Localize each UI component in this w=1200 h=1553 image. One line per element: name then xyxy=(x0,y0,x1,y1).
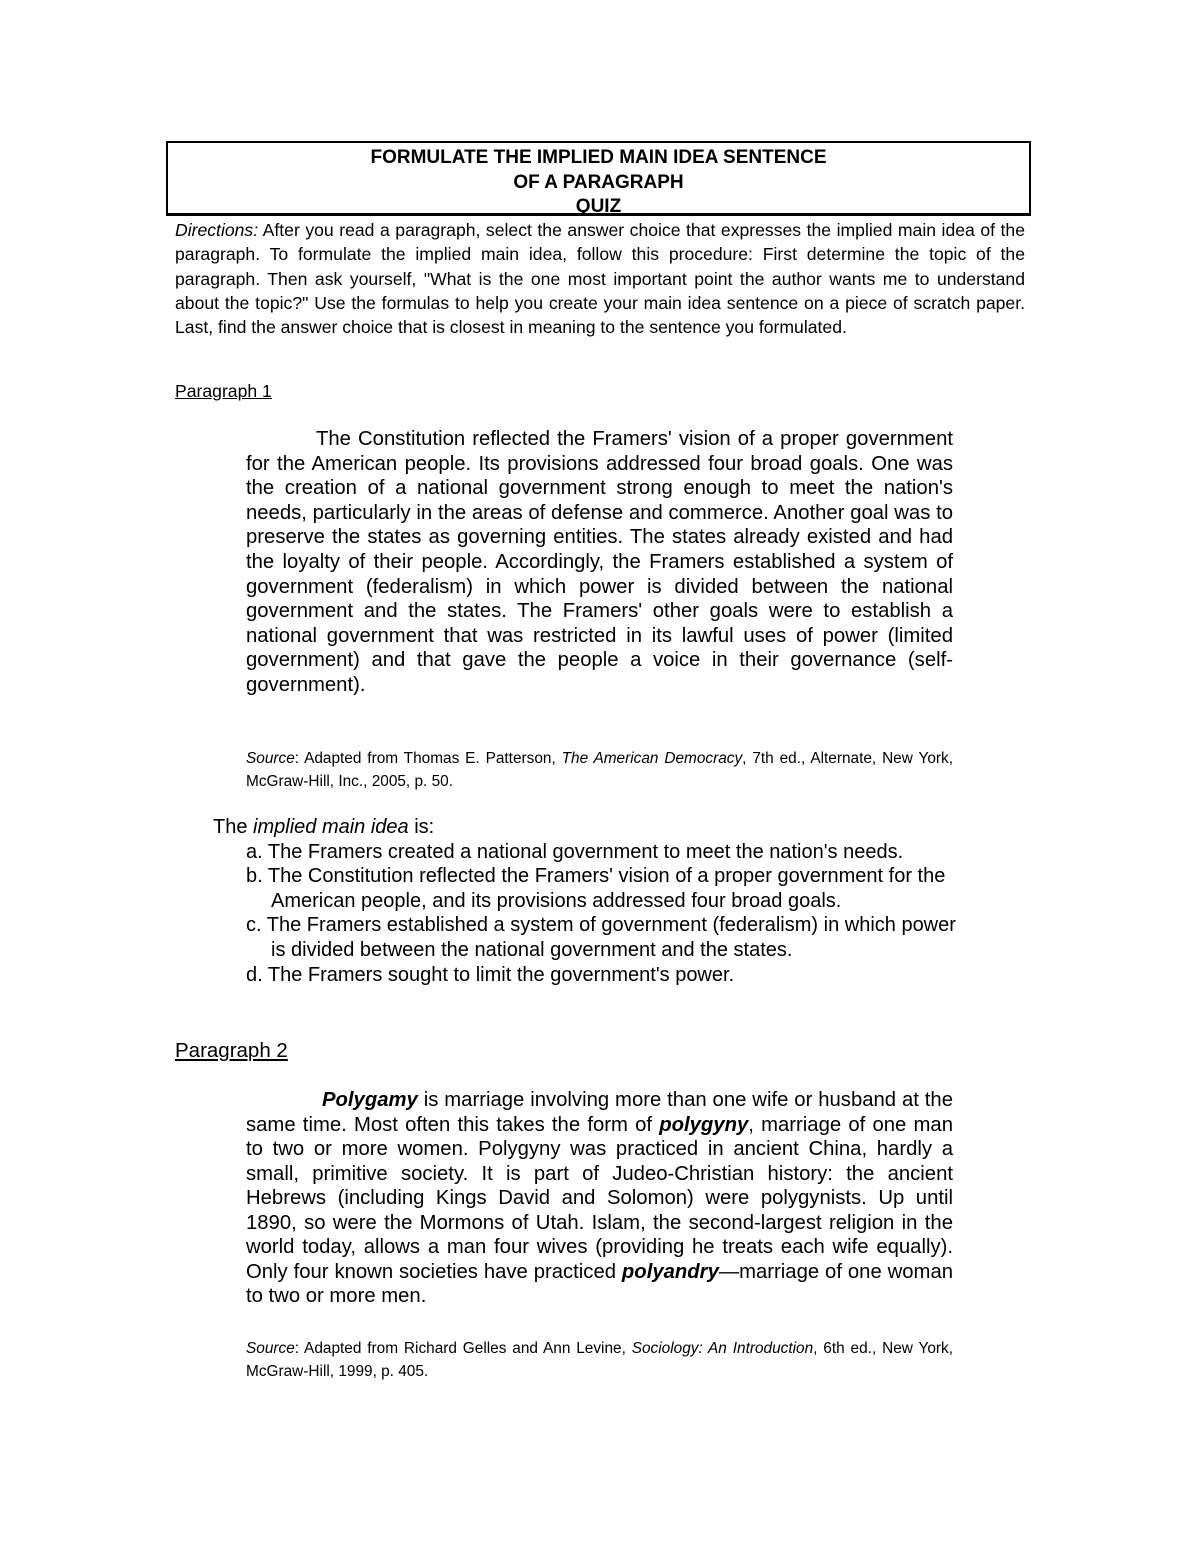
paragraph-1-text xyxy=(246,427,953,698)
answer-option-d[interactable]: d. The Framers sought to limit the government's power. xyxy=(246,963,735,986)
source-citation-end: , 7th ed., Alternate, New York, McGraw-Hill, Inc., 2005, p. 50. xyxy=(246,750,953,790)
question-stem-emphasis: implied main idea xyxy=(253,816,409,838)
title-line-1: FORMULATE THE IMPLIED MAIN IDEA SENTENCE xyxy=(370,147,827,168)
title-line-2: OF A PARAGRAPH xyxy=(513,171,684,193)
directions-label: Directions: xyxy=(175,220,259,240)
term-polygyny: polygyny xyxy=(659,1113,749,1136)
paragraph-1-question xyxy=(213,815,973,987)
paragraph-2-heading: Paragraph 2 xyxy=(175,1039,288,1062)
paragraph-1-heading: Paragraph 1 xyxy=(175,381,272,401)
source-book-title: Sociology: An Introduction xyxy=(631,1340,814,1357)
answer-option-b[interactable]: b. The Constitution reflected the Framers' vision of a proper government for the American people, and its provisions addressed four broad goals. xyxy=(246,865,946,912)
source-book-title: The American Democracy xyxy=(561,750,743,767)
directions xyxy=(175,218,1025,339)
answer-option-c[interactable]: c. The Framers established a system of government (federalism) in which power is divided between the national government and the states. xyxy=(246,914,956,961)
source-citation: : Adapted from Richard Gelles and Ann Levine, xyxy=(294,1340,632,1357)
paragraph-2-body-c: —marriage of one woman to two or more men. xyxy=(246,1260,954,1307)
term-polygamy: Polygamy xyxy=(322,1089,418,1111)
paragraph-2-body-b: , marriage of one man to two or more women. Polygyny was practiced in ancient China, hardly a small, primitive society. It is part of Judeo-Christian history: the ancient Hebrews (including Kings David and Solomon) were polygynists. Up until 1890, so were the Mormons of Utah. Islam, the second-largest religion in the world today, allows a man four wives (providing he treats each wife equally). Only four known societies have practiced xyxy=(246,1113,953,1283)
question-stem-pre: The xyxy=(213,816,254,838)
paragraph-2-text xyxy=(246,1088,953,1309)
directions-text: After you read a paragraph, select the answer choice that expresses the implied main idea of the paragraph. To formulate the implied main idea, follow this procedure: First determine the topic of the paragraph. Then ask yourself, "What is the one most important point the author wants me to understand about the topic?" Use the formulas to help you create your main idea sentence on a piece of scratch paper. Last, find the answer choice that is closest in meaning to the sentence you formulated. xyxy=(175,220,1025,338)
paragraph-1-source xyxy=(246,748,953,794)
term-polyandry: polyandry xyxy=(621,1260,719,1283)
paragraph-2-body-a: is marriage involving more than one wife or husband at the same time. Most often this takes the form of xyxy=(246,1089,953,1136)
quiz-title-box xyxy=(166,141,1031,216)
answer-option-a[interactable]: a. The Framers created a national government to meet the nation's needs. xyxy=(246,840,904,863)
title-line-3: QUIZ xyxy=(575,196,622,217)
question-stem-post: is: xyxy=(408,816,435,838)
source-citation-end: , 6th ed., New York, McGraw-Hill, 1999, p. 405. xyxy=(246,1340,953,1380)
paragraph-2-source xyxy=(246,1338,953,1384)
paragraph-1-body: The Constitution reflected the Framers' vision of a proper government for the American people. Its provisions addressed four broad goals. One was the creation of a national government strong enough to meet the nation's needs, particularly in the areas of defense and commerce. Another goal was to preserve the states as governing entities. The states already existed and had the loyalty of their people. Accordingly, the Framers established a system of government (federalism) in which power is divided between the national government and the states. The Framers' other goals were to establish a national government that was restricted in its lawful uses of power (limited government) and that gave the people a voice in their governance (self-government). xyxy=(246,428,953,696)
question-stem xyxy=(213,815,973,840)
source-citation: : Adapted from Thomas E. Patterson, xyxy=(294,750,562,767)
source-label: Source xyxy=(246,750,295,767)
source-label: Source xyxy=(246,1340,295,1357)
